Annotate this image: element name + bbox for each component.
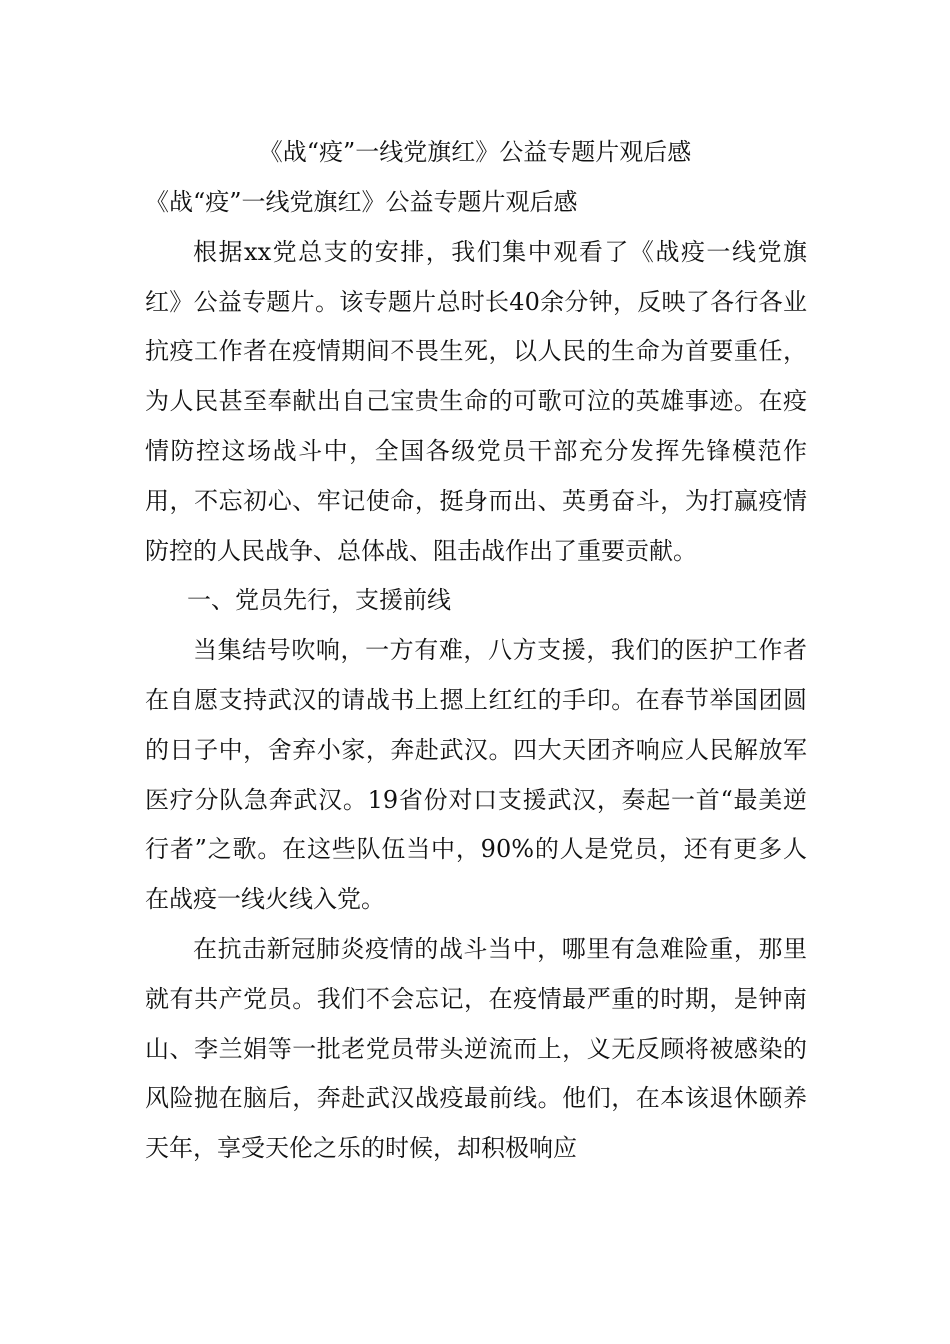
document-title: 《战“疫”一线党旗红》公益专题片观后感 [258, 138, 692, 166]
document-body [145, 178, 807, 1174]
paragraph-support: 当集结号吹响，一方有难，八方支援，我们的医护工作者在自愿支持武汉的请战书上摁上红红的手印。在春节举国团圆的日子中，舍弃小家，奔赴武汉。四大天团齐响应人民解放军医疗分队急奔武汉。19省份对口支援武汉，奏起一首“最美逆行者”之歌。在这些队伍当中，90%的人是党员，还有更多人在战疫一线火线入党。 [145, 636, 807, 914]
paragraph-frontline: 在抗击新冠肺炎疫情的战斗当中，哪里有急难险重，那里就有共产党员。我们不会忘记，在疫情最严重的时期，是钟南山、李兰娟等一批老党员带头逆流而上，义无反顾将被感染的风险抛在脑后，奔赴武汉战疫最前线。他们，在本该退休颐养天年，享受天伦之乐的时候，却积极响应 [145, 934, 807, 1163]
paragraph-intro: 根据xx党总支的安排，我们集中观看了《战疫一线党旗红》公益专题片。该专题片总时长40余分钟，反映了各行各业抗疫工作者在疫情期间不畏生死，以人民的生命为首要重任，为人民甚至奉献出自己宝贵生命的可歌可泣的英雄事迹。在疫情防控这场战斗中，全国各级党员干部充分发挥先锋模范作用，不忘初心、牢记使命，挺身而出、英勇奋斗，为打赢疫情防控的人民战争、总体战、阻击战作出了重要贡献。 [145, 237, 807, 565]
section-heading: 一、党员先行，支援前线 [187, 586, 451, 615]
document-subtitle: 《战“疫”一线党旗红》公益专题片观后感 [145, 188, 578, 216]
